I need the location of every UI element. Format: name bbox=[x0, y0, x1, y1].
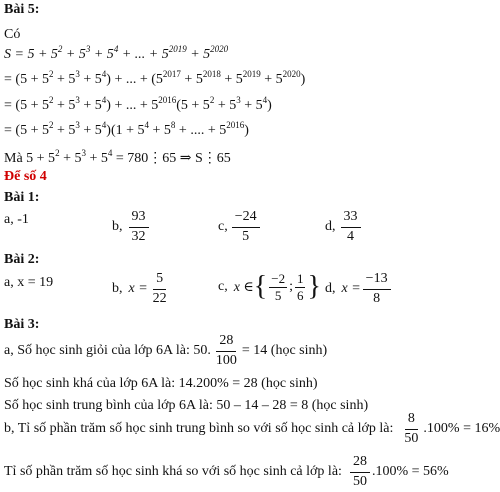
bai3-line2: Số học sinh khá của lớp 6A là: 14.200% = 28 (học sinh) bbox=[4, 376, 318, 391]
bai1-a: a, -1 bbox=[4, 212, 29, 227]
bai2-c: c, x ∈ { $\frac{-2}{5}$ ; $\frac{1}{6}$ } bbox=[218, 270, 321, 303]
bai2-title: Bài 2: bbox=[4, 252, 40, 267]
co-label: Có bbox=[4, 27, 21, 42]
bai1-title: Bài 1: bbox=[4, 190, 40, 205]
bai2-b: b, x = $\frac{5}{22}$ bbox=[112, 271, 167, 306]
bai5-title: Bài 5: bbox=[4, 2, 40, 17]
bai3-title: Bài 3: bbox=[4, 317, 40, 332]
bai1-b: b, $\frac{93}{32}$ bbox=[112, 210, 151, 244]
bai1-c: c, $\frac{-24}{5}$ bbox=[218, 210, 262, 244]
s-definition: $S = 5 + 5^2 + 5^3 + 5^4$ + ... + $5^{2019} + 5^{2020}$ bbox=[4, 44, 229, 62]
grouping-line-2: = $(5 + 5^2 + 5^3 + 5^4)$ + ... + $5^{2016}(5 + 5^2 + 5^3 + 5^4)$ bbox=[4, 95, 272, 113]
bai2-d: d, x = $\frac{-13}{8}$ bbox=[325, 272, 393, 306]
conclusion-line: Mà $5 + 5^2 + 5^3 + 5^4$ = 780⋮65 ⇒ S⋮65 bbox=[4, 148, 231, 166]
bai2-a: a, x = 19 bbox=[4, 275, 54, 290]
bai1-d: d, $\frac{33}{4}$ bbox=[325, 210, 363, 244]
bai3-line4: b, Tỉ số phần trăm số học sinh trung bình so với số học sinh cả lớp là: $\frac{8}{50}$ .100% = 16% bbox=[4, 411, 500, 446]
bai3-line5: Tỉ số phần trăm số học sinh khá so với số học sinh cả lớp là: $\frac{28}{50}$ .100% = 56% bbox=[4, 454, 449, 489]
exam-heading: Để số 4 bbox=[4, 169, 47, 184]
bai3-line1: a, Số học sinh giỏi của lớp 6A là: 50. $\frac{28}{100}$ = 14 (học sinh) bbox=[4, 333, 328, 368]
factored-line: = $(5 + 5^2 + 5^3 + 5^4)(1 + 5^4 + 5^8$ + .... + $5^{2016}$) bbox=[4, 120, 249, 138]
grouping-line-1: = $(5 + 5^2 + 5^3 + 5^4)$ + ... + $(5^{2017} + 5^{2018} + 5^{2019} + 5^{2020})$ bbox=[4, 69, 306, 87]
bai3-line3: Số học sinh trung bình của lớp 6A là: 50 – 14 – 28 = 8 (học sinh) bbox=[4, 398, 369, 413]
